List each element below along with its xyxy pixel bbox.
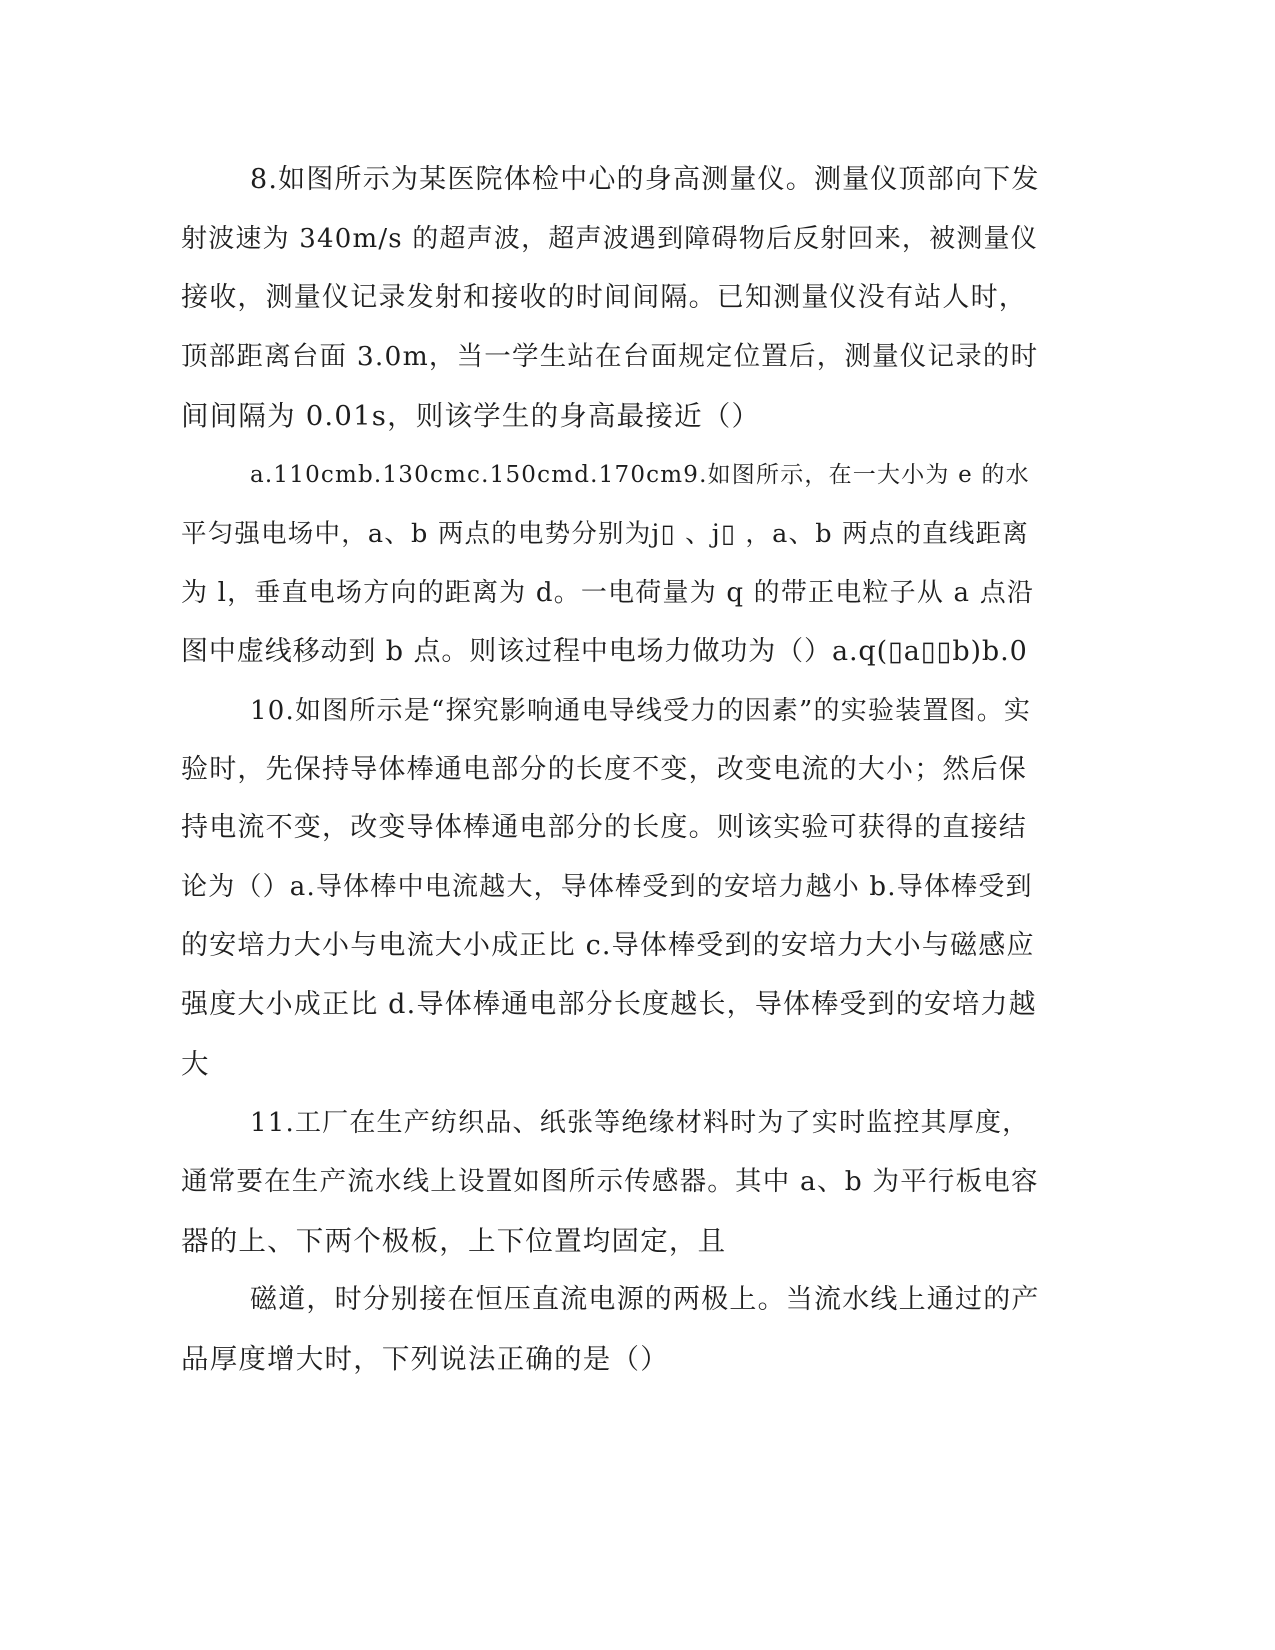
q9-line-1: a.110cmb.130cmc.150cmd.170cm9.如图所示，在一大小为 e 的水	[250, 462, 1030, 488]
q10-line-2: 验时，先保持导体棒通电部分的长度不变，改变电流的大小；然后保	[181, 754, 1027, 785]
q10-line-6: 强度大小成正比 d.导体棒通电部分长度越长，导体棒受到的安培力越	[181, 989, 1037, 1020]
q9-line-4: 图中虚线移动到 b 点。则该过程中电场力做功为（）a.q(▯a▯▯b)b.0	[181, 636, 1028, 667]
q8-line-4: 顶部距离台面 3.0m，当一学生站在台面规定位置后，测量仪记录的时	[181, 341, 1039, 372]
q9-line-3: 为 l，垂直电场方向的距离为 d。一电荷量为 q 的带正电粒子从 a 点沿	[181, 578, 1035, 608]
q10-line-3: 持电流不变，改变导体棒通电部分的长度。则该实验可获得的直接结	[181, 812, 1027, 843]
q11-line-3: 器的上、下两个极板，上下位置均固定，且	[181, 1225, 727, 1257]
q11-cont-line-1: 磁道，时分别接在恒压直流电源的两极上。当流水线上通过的产	[250, 1284, 1040, 1315]
q9-line-2: 平匀强电场中，a、b 两点的电势分别为j▯ 、j▯ ，a、b 两点的直线距离	[181, 519, 1029, 549]
q11-cont-line-2: 品厚度增大时，下列说法正确的是（）	[181, 1343, 669, 1375]
q10-line-5: 的安培力大小与电流大小成正比 c.导体棒受到的安培力大小与磁感应	[181, 930, 1035, 961]
q8-line-3: 接收，测量仪记录发射和接收的时间间隔。已知测量仪没有站人时，	[181, 282, 1027, 313]
q8-line-5: 间间隔为 0.01s，则该学生的身高最接近（）	[181, 400, 761, 432]
q10-line-7: 大	[181, 1048, 210, 1080]
q8-line-1: 8.如图所示为某医院体检中心的身高测量仪。测量仪顶部向下发	[250, 164, 1040, 195]
q10-line-4: 论为（）a.导体棒中电流越大，导体棒受到的安培力越小 b.导体棒受到	[181, 872, 1033, 902]
q8-line-2: 射波速为 340m/s 的超声波，超声波遇到障碍物后反射回来，被测量仪	[181, 224, 1038, 254]
q11-line-2: 通常要在生产流水线上设置如图所示传感器。其中 a、b 为平行板电容	[181, 1166, 1039, 1197]
q11-line-1: 11.工厂在生产纺织品、纸张等绝缘材料时为了实时监控其厚度，	[250, 1108, 1030, 1138]
q10-line-1: 10.如图所示是“探究影响通电导线受力的因素”的实验装置图。实	[250, 696, 1032, 726]
